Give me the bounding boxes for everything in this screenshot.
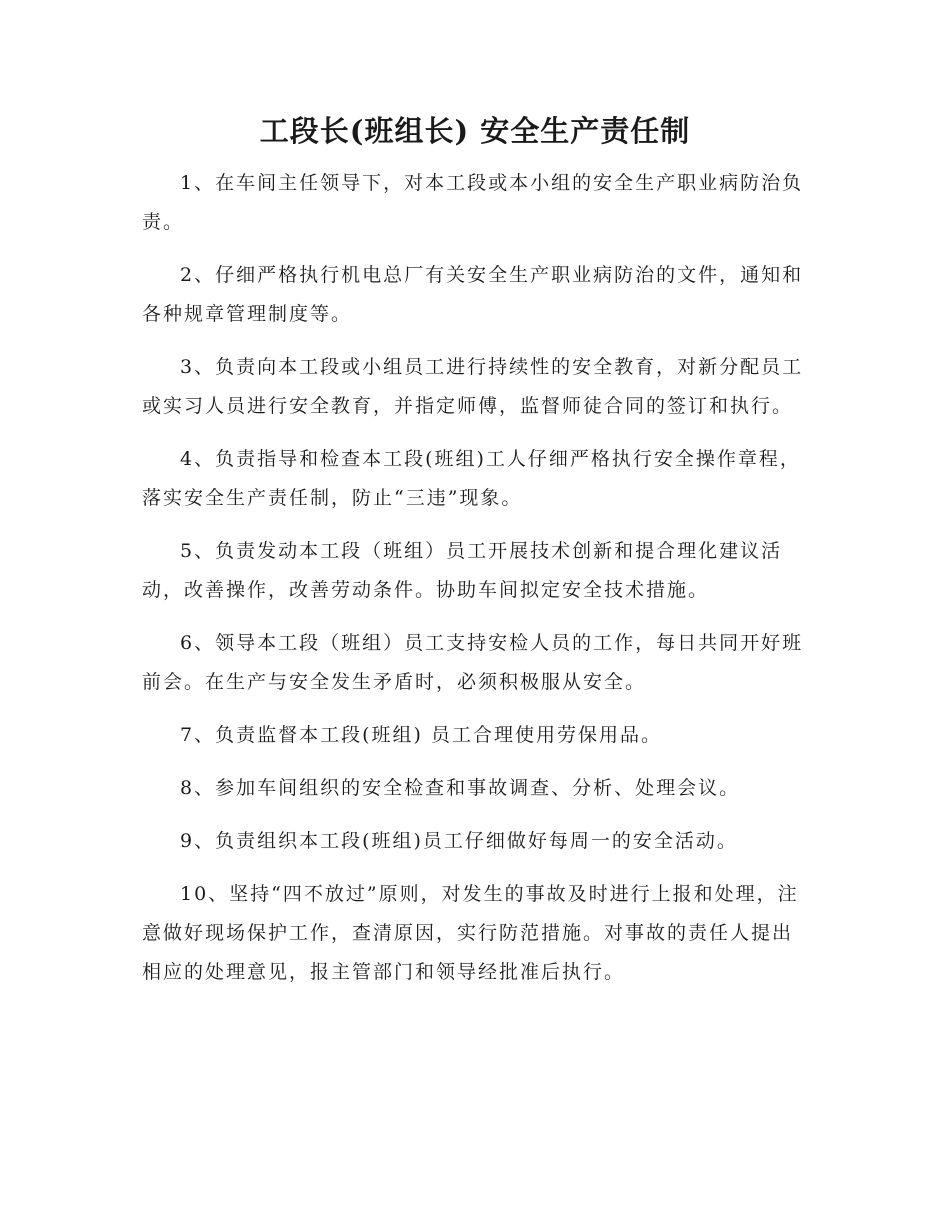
paragraph-9: 9、负责组织本工段(班组)员工仔细做好每周一的安全活动。 [180, 830, 738, 852]
paragraph-10: 10、坚持“四不放过”原则，对发生的事故及时进行上报和处理，注意做好现场保护工作，查清原因，实行防范措施。对事故的责任人提出相应的处理意见，报主管部门和领导经批准后执行。 [142, 883, 799, 983]
paragraph-6: 6、领导本工段（班组）员工支持安检人员的工作，每日共同开好班前会。在生产与安全发生矛盾时，必须积极服从安全。 [142, 632, 804, 693]
paragraph-1: 1、在车间主任领导下，对本工段或本小组的安全生产职业病防治负责。 [142, 172, 804, 233]
document-title: 工段长(班组长) 安全生产责任制 [259, 114, 691, 148]
paragraph-3: 3、负责向本工段或小组员工进行持续性的安全教育，对新分配员工或实习人员进行安全教育，并指定师傅，监督师徒合同的签订和执行。 [142, 356, 804, 417]
paragraph-5: 5、负责发动本工段（班组）员工开展技术创新和提合理化建议活动，改善操作，改善劳动条件。协助车间拟定安全技术措施。 [142, 540, 783, 601]
paragraph-2: 2、仔细严格执行机电总厂有关安全生产职业病防治的文件，通知和各种规章管理制度等。 [142, 264, 804, 325]
paragraph-7: 7、负责监督本工段(班组) 员工合理使用劳保用品。 [180, 724, 662, 746]
paragraph-8: 8、参加车间组织的安全检查和事故调查、分析、处理会议。 [180, 777, 741, 799]
document-body [142, 164, 806, 1006]
paragraph-4: 4、负责指导和检查本工段(班组)工人仔细严格执行安全操作章程，落实安全生产责任制，防止“三违”现象。 [142, 448, 801, 509]
